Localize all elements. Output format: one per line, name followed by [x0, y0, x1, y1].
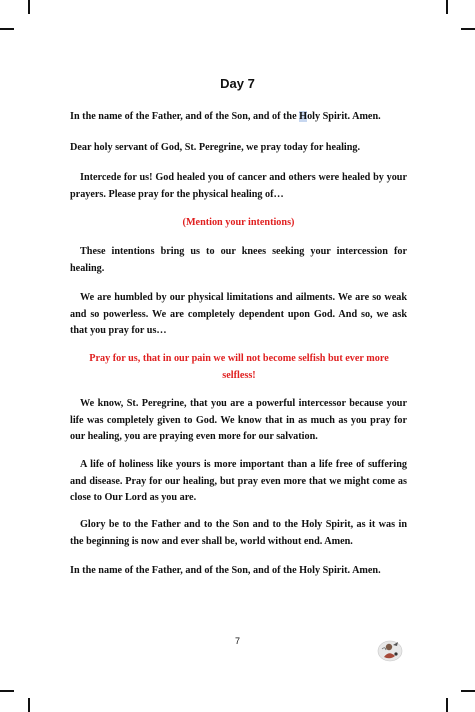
selected-character[interactable]: H — [299, 111, 308, 122]
paragraph-intercede: Intercede for us! God healed you of cancer and others were healed by your prayers. Please pray for the physical healing of… — [70, 172, 407, 200]
crop-mark-top-right — [446, 0, 448, 14]
page-number: 7 — [234, 636, 240, 646]
paragraph-holiness: A life of holiness like yours is more important than a life free of suffering and disease. Pray for our healing, but pray even more that we might come as close to Our Lord as you are. — [70, 459, 407, 503]
crop-mark-top-left-h — [0, 28, 14, 30]
crop-mark-bottom-right-h — [461, 690, 475, 692]
page-title: Day 7 — [220, 76, 255, 91]
crop-mark-bottom-left-h — [0, 690, 14, 692]
illustration-stamp-icon — [376, 636, 404, 664]
paragraph-intentions: These intentions bring us to our knees seeking your intercession for healing. — [70, 246, 407, 274]
paragraph-intercessor: We know, St. Peregrine, that you are a powerful intercessor because your life was completely given to God. We know that in as much as you pray for our healing, you are praying even more for our salvation. — [70, 398, 407, 442]
paragraph-opening-text-a: In the name of the Father, and of the Son, and of the — [70, 111, 300, 122]
paragraph-opening-sign — [70, 109, 407, 126]
paragraph-address: Dear holy servant of God, St. Peregrine, we pray today for healing. — [70, 142, 361, 153]
crop-mark-top-right-h — [461, 28, 475, 30]
paragraph-pray-for-us: Pray for us, that in our pain we will not become selfish but ever more selfless! — [89, 353, 389, 381]
crop-mark-top-left — [28, 0, 30, 14]
paragraph-glory-be: Glory be to the Father and to the Son and to the Holy Spirit, as it was in the beginning is now and ever shall be, world without end. Amen. — [70, 519, 407, 547]
paragraph-closing-sign: In the name of the Father, and of the Son, and of the Holy Spirit. Amen. — [70, 565, 381, 576]
paragraph-opening-text-b: oly Spirit. Amen. — [307, 111, 381, 122]
crop-mark-bottom-right — [446, 698, 448, 712]
paragraph-mention-intentions: (Mention your intentions) — [182, 217, 295, 228]
paragraph-humbled: We are humbled by our physical limitations and ailments. We are so weak and so powerless. We are completely dependent upon God. And so, we ask that you pray for us… — [70, 292, 407, 336]
crop-mark-bottom-left — [28, 698, 30, 712]
